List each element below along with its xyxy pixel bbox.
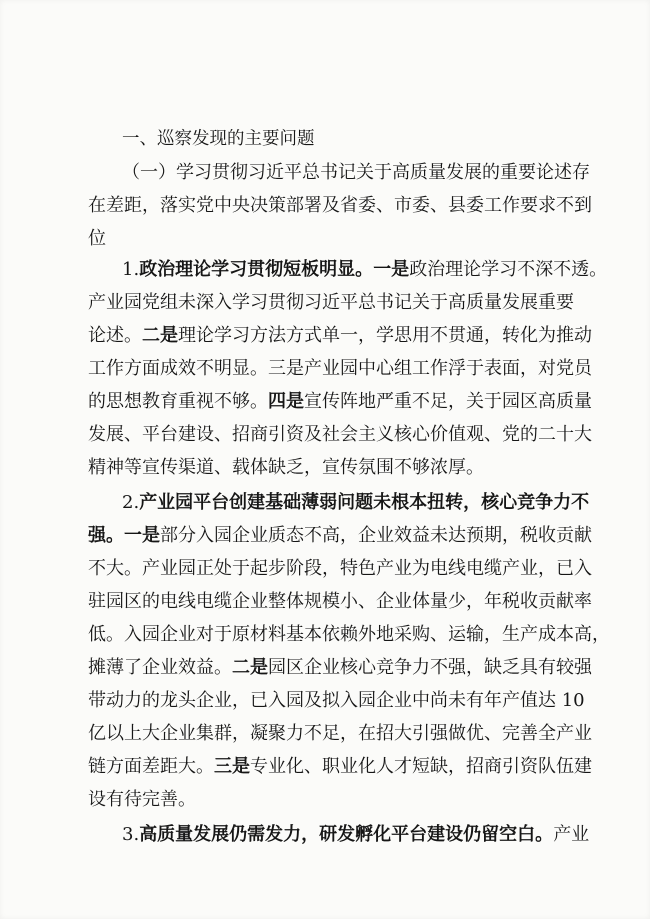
item-1-line-4: 工作方面成效不明显。三是产业园中心组工作浮于表面，对党员 [88,358,592,379]
item-2-paragraph [88,486,610,816]
item-2-line-4: 驻园区的电线电缆企业整体规模小、企业体量少，年税收贡献率 [88,591,592,612]
item-1-paragraph [88,253,608,484]
item-1-point-2-label: 二是 [142,325,178,346]
item-1-point-1-label: 一是 [373,259,410,280]
item-2-line-9-rest: 专业化、职业化人才短缺，招商引资队伍建 [250,756,592,777]
item-2-line-9 [88,750,592,783]
item-3-line-1 [88,818,590,851]
item-1-point-4-label: 四是 [268,391,304,412]
item-2-point-2-label: 二是 [232,657,268,678]
section-heading-block [88,123,574,156]
item-1-line-6: 发展、平台建设、招商引资及社会主义核心价值观、党的二十大 [88,424,592,445]
item-2-line-7: 带动力的龙头企业，已入园及拟入园企业中尚未有年产值达 10 [88,690,585,711]
item-2-line-6-start: 摊薄了企业效益。 [88,657,232,678]
item-1-line-7: 精神等宣传渠道、载体缺乏，宣传氛围不够浓厚。 [88,457,484,478]
item-2-line-8: 亿以上大企业集群，凝聚力不足，在招大引强做优、完善全产业 [88,723,592,744]
item-2-line-2-rest: 部分入园企业质态不高，企业效益未达预期，税收贡献 [160,525,592,546]
item-2-title-part-1: 产业园平台创建基础薄弱问题未根本扭转，核心竞争力不 [139,492,590,513]
item-1-line-3-start: 论述。 [88,325,142,346]
item-2-point-3-label: 三是 [214,756,250,777]
item-2-line-10: 设有待完善。 [88,789,196,810]
subheading-line-3: 位 [88,228,106,249]
item-1-line-3-rest: 理论学习方法方式单一，学思用不贯通，转化为推动 [178,325,592,346]
item-2-line-9-start: 链方面差距大。 [88,756,214,777]
item-2-point-1-label: 一是 [124,525,160,546]
item-1-line-2: 产业园党组未深入学习贯彻习近平总书记关于高质量发展重要 [88,292,574,313]
item-3-title: 高质量发展仍需发力，研发孵化平台建设仍留空白。 [139,824,554,845]
item-2-line-2 [88,519,592,552]
item-2-line-6-rest: 园区企业核心竞争力不强，缺乏具有较强 [268,657,592,678]
item-2-line-1 [88,486,590,519]
item-2-line-3: 不大。产业园正处于起步阶段，特色产业为电线电缆产业，已入 [88,558,592,579]
item-3-line-1-rest: 产业 [553,824,590,845]
item-1-number: 1. [122,259,140,280]
item-2-title-part-2: 强。 [88,525,124,546]
item-2-line-5: 低。入园企业对于原材料基本依赖外地采购、运输，生产成本高， [88,624,610,645]
item-3-paragraph [88,818,590,851]
item-1-line-3 [88,319,592,352]
item-1-title: 政治理论学习贯彻短板明显。 [139,259,374,280]
item-2-line-6 [88,651,592,684]
subheading-line-2: 在差距，落实党中央决策部署及省委、市委、县委工作要求不到 [88,195,592,216]
item-1-line-1 [88,253,608,286]
item-1-point-1-text: 政治理论学习不深不透。 [409,259,608,280]
subheading-block [88,156,592,255]
subheading-line-1: （一）学习贯彻习近平总书记关于高质量发展的重要论述存 [122,162,590,183]
item-1-line-5-rest: 宣传阵地严重不足，关于园区高质量 [304,391,592,412]
section-heading: 一、巡察发现的主要问题 [122,129,315,149]
item-2-number: 2. [122,492,140,513]
item-1-line-5-start: 的思想教育重视不够。 [88,391,268,412]
item-1-line-5 [88,385,592,418]
item-3-number: 3. [122,824,140,845]
